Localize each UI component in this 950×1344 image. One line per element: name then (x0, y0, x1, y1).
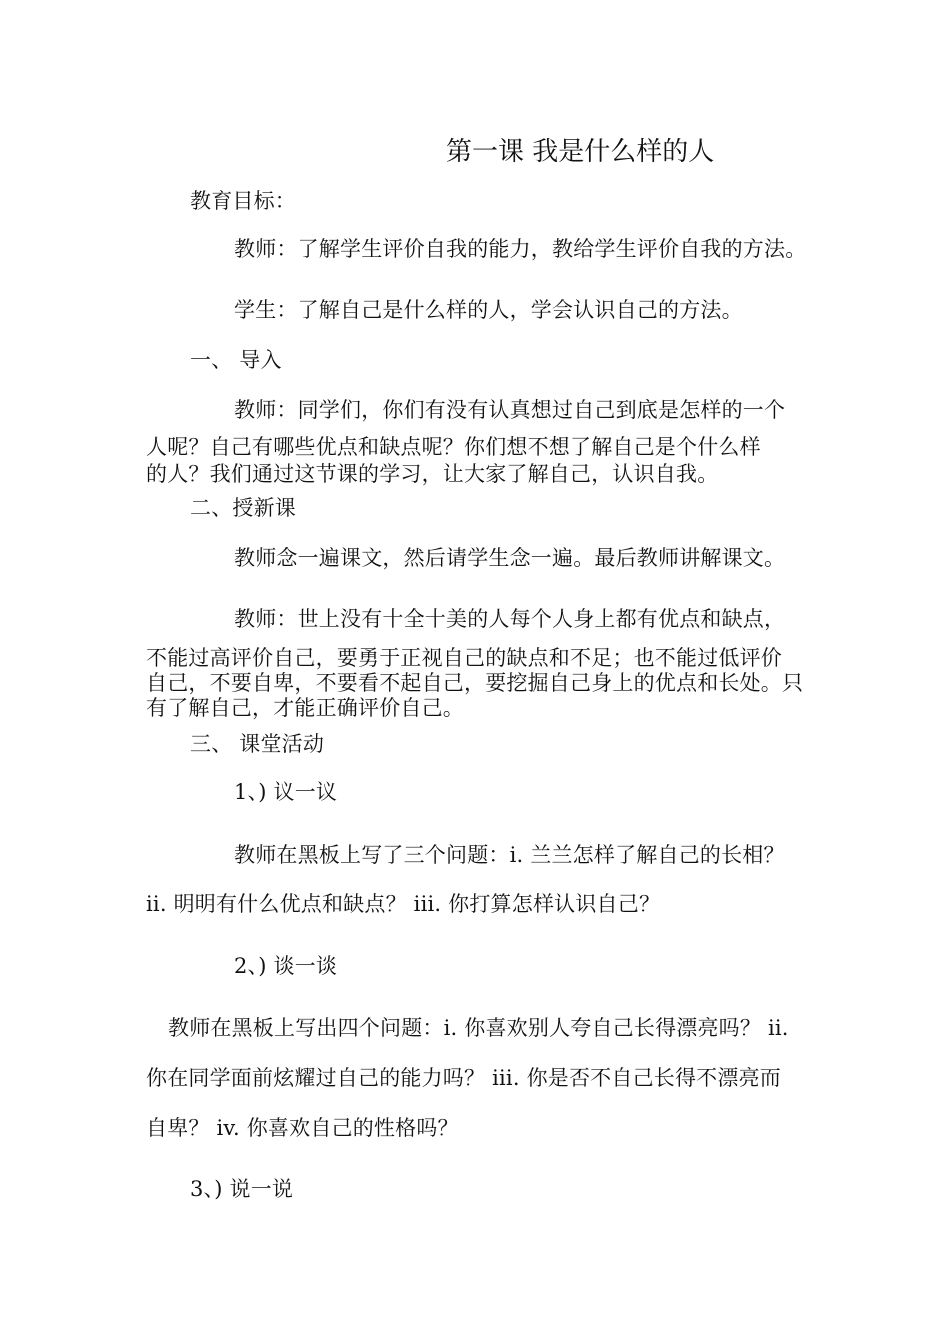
activity2-text-line: 教师在黑板上写出四个问题：i. 你喜欢别人夸自己长得漂亮吗？ ii. (168, 1016, 789, 1040)
activity2-text-line: 自卑？ iv. 你喜欢自己的性格吗？ (146, 1116, 459, 1140)
goal-student: 学生：了解自己是什么样的人，学会认识自己的方法。 (234, 298, 743, 322)
section2-paragraph-line: 自己，不要自卑，不要看不起自己，要挖掘自己身上的优点和长处。只 (146, 671, 804, 695)
section2-heading: 二、授新课 (190, 496, 296, 520)
activity2-text-line: 你在同学面前炫耀过自己的能力吗？ iii. 你是否不自己长得不漂亮而 (146, 1066, 781, 1090)
activity2-heading: 2、) 谈一谈 (234, 954, 338, 978)
page-title: 第一课 我是什么样的人 (446, 137, 715, 167)
section3-heading: 三、 课堂活动 (190, 732, 325, 756)
section2-paragraph-line: 有了解自己，才能正确评价自己。 (146, 696, 464, 720)
section2-paragraph-line: 教师：世上没有十全十美的人每个人身上都有优点和缺点， (234, 607, 786, 631)
section2-paragraph: 教师念一遍课文，然后请学生念一遍。最后教师讲解课文。 (234, 546, 786, 570)
activity3-heading: 3、) 说一说 (190, 1177, 294, 1201)
goal-teacher: 教师：了解学生评价自我的能力，教给学生评价自我的方法。 (234, 237, 807, 261)
section1-paragraph-line: 人呢？自己有哪些优点和缺点呢？你们想不想了解自己是个什么样 (146, 435, 761, 459)
activity1-text-line: ii. 明明有什么优点和缺点？ iii. 你打算怎样认识自己？ (146, 892, 661, 916)
activity1-text-line: 教师在黑板上写了三个问题：i. 兰兰怎样了解自己的长相？ (234, 843, 785, 867)
activity1-heading: 1、) 议一议 (234, 780, 338, 804)
section1-heading: 一、 导入 (190, 348, 282, 372)
section2-paragraph-line: 不能过高评价自己，要勇于正视自己的缺点和不足；也不能过低评价 (146, 646, 782, 670)
goals-heading: 教育目标： (190, 189, 296, 213)
section1-paragraph-line: 教师：同学们，你们有没有认真想过自己到底是怎样的一个 (234, 398, 786, 422)
section1-paragraph-line: 的人？我们通过这节课的学习，让大家了解自己，认识自我。 (146, 462, 719, 486)
